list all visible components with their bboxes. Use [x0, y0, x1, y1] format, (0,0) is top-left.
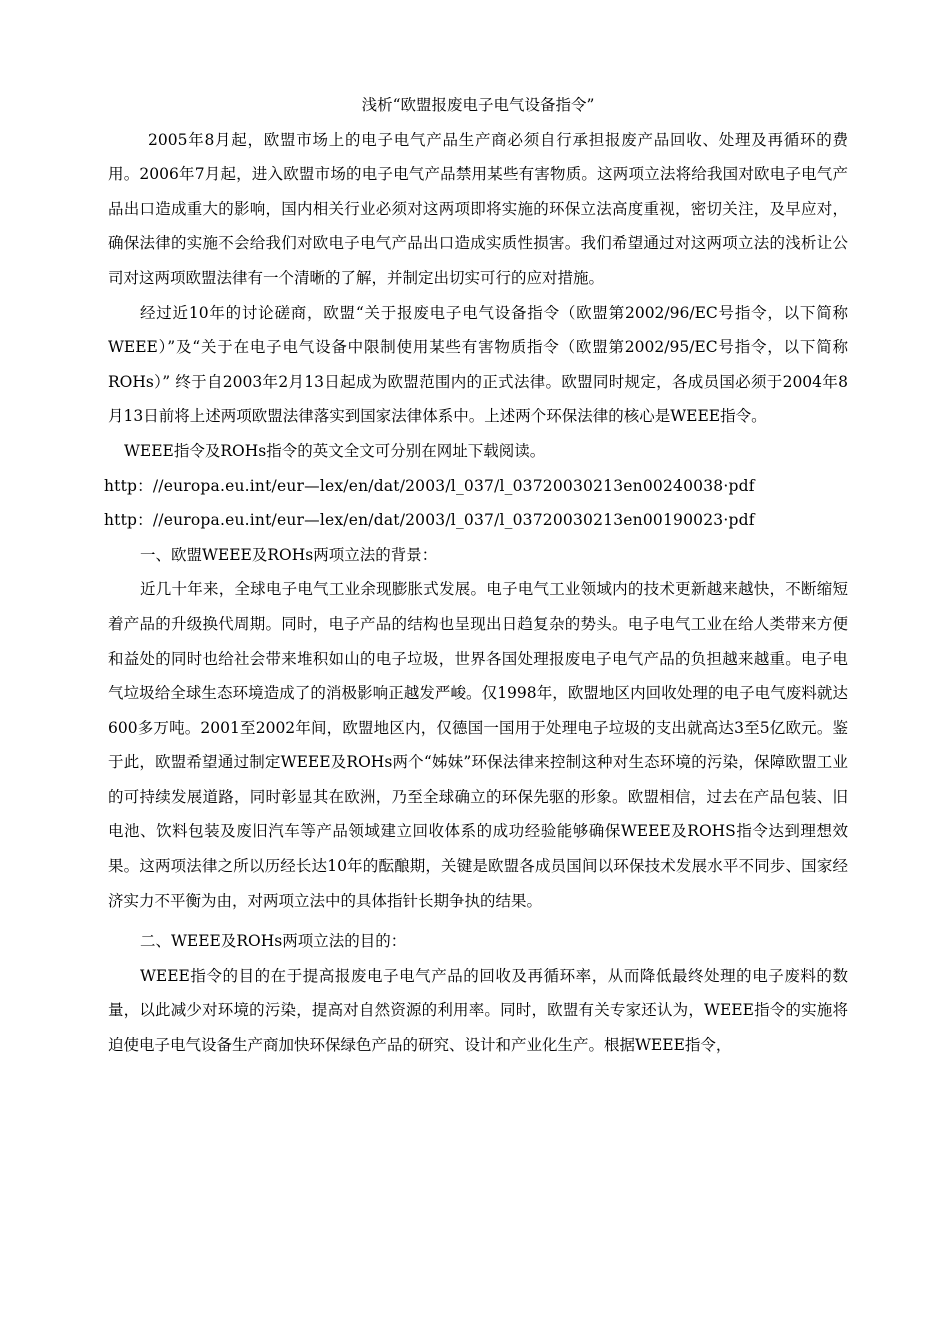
weee-url-text: http：//europa.eu.int/eur—lex/en/dat/2003/l_037/l_03720030213en00240038·pdf — [104, 476, 755, 495]
paragraph-intro: 2005年8月起，欧盟市场上的电子电气产品生产商必须自行承担报废产品回收、处理及再循环的费用。2006年7月起，进入欧盟市场的电子电气产品禁用某些有害物质。这两项立法将给我国对欧电子电气产品出口造成重大的影响，国内相关行业必须对这两项即将实施的环保立法高度重视，密切关注，及早应对，确保法律的实施不会给我们对欧电子电气产品出口造成实质性损害。我们希望通过对这两项立法的浅析让公司对这两项欧盟法律有一个清晰的了解，并制定出切实可行的应对措施。 — [108, 130, 848, 287]
paragraph-purpose: WEEE指令的目的在于提高报废电子电气产品的回收及再循环率，从而降低最终处理的电子废料的数量，以此减少对环境的污染，提高对自然资源的利用率。同时，欧盟有关专家还认为，WEEE指令的实施将迫使电子电气设备生产商加快环保绿色产品的研究、设计和产业化生产。根据WEEE指令， — [108, 966, 848, 1055]
document-page — [104, 88, 848, 1063]
rohs-url-text: http：//europa.eu.int/eur—lex/en/dat/2003/l_037/l_03720030213en00190023·pdf — [104, 511, 755, 530]
section-heading-purpose: 二、WEEE及ROHs两项立法的目的： — [140, 932, 407, 951]
document-title: 浅析“欧盟报废电子电气设备指令” — [361, 96, 595, 114]
paragraph-history: 经过近10年的讨论磋商，欧盟“关于报废电子电气设备指令（欧盟第2002/96/EC号指令，以下简称WEEE）”及“关于在电子电气设备中限制使用某些有害物质指令（欧盟第2002/95/EC号指令，以下简称ROHs）” 终于自2003年2月13日起成为欧盟范围内的正式法律。欧盟同时规定，各成员国必须于2004年8月13日前将上述两项欧盟法律落实到国家法律体系中。上述两个环保法律的核心是WEEE指令。 — [108, 303, 848, 426]
section-heading-background: 一、欧盟WEEE及ROHs两项立法的背景： — [140, 545, 438, 564]
paragraph-download-note: WEEE指令及ROHs指令的英文全文可分别在网址下载阅读。 — [124, 441, 546, 460]
paragraph-background: 近几十年来，全球电子电气工业余现膨胀式发展。电子电气工业领域内的技术更新越来越快，不断缩短着产品的升级换代周期。同时，电子产品的结构也呈现出日趋复杂的势头。电子电气工业在给人类带来方便和益处的同时也给社会带来堆积如山的电子垃圾，世界各国处理报废电子电气产品的负担越来越重。电子电气垃圾给全球生态环境造成了的消极影响正越发严峻。仅1998年，欧盟地区内回收处理的电子电气废料就达600多万吨。2001至2002年间，欧盟地区内，仅德国一国用于处理电子垃圾的支出就高达3至5亿欧元。鉴于此，欧盟希望通过制定WEEE及ROHs两个“姊妹”环保法律来控制这种对生态环境的污染，保障欧盟工业的可持续发展道路，同时彰显其在欧洲，乃至全球确立的环保先驱的形象。欧盟相信，过去在产品包装、旧电池、饮料包装及废旧汽车等产品领域建立回收体系的成功经验能够确保WEEE及ROHS指令达到理想效果。这两项法律之所以历经长达10年的酝酿期，关键是欧盟各成员国间以环保技术发展水平不同步、国家经济实力不平衡为由，对两项立法中的具体指针长期争执的结果。 — [108, 580, 848, 910]
